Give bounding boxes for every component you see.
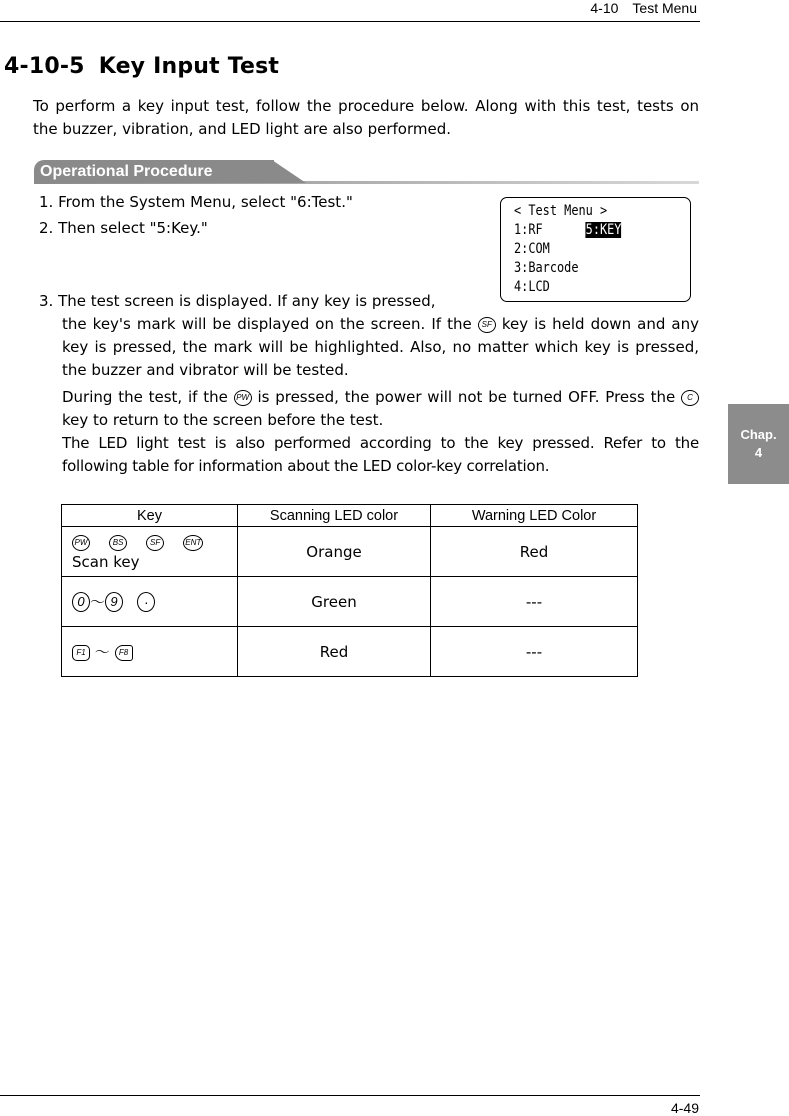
section-number: 4-10-5 [4, 54, 85, 79]
warn-led-cell: Red [431, 527, 638, 577]
lcd-item-barcode: 3:Barcode [514, 260, 579, 276]
intro-paragraph: To perform a key input test, follow the procedure below. Along with this test, tests on the buzzer, vibration, and LED light are also performed. [33, 97, 699, 138]
step-3-power-note [62, 386, 699, 432]
col-header-warning-led: Warning LED Color [431, 505, 638, 527]
scan-led-cell: Orange [238, 527, 431, 577]
procedure-banner [34, 160, 699, 186]
key-icons-row [72, 533, 237, 553]
header-rule [0, 21, 700, 22]
bs-key-icon: BS [109, 535, 127, 551]
chapter-tab [728, 404, 789, 484]
step-2: 2. Then select "5:Key." [39, 219, 208, 237]
header-section: 4-10 [590, 0, 619, 16]
digit-0-key-icon: 0 [72, 592, 90, 612]
header-title: Test Menu [632, 0, 697, 16]
step-3-text-a: the key's mark will be displayed on the screen. If the [62, 315, 472, 333]
lcd-item-key-highlighted: 5:KEY [585, 222, 622, 238]
chapter-tab-label: Chap. [740, 427, 777, 442]
lcd-screen [500, 197, 691, 302]
step-1: 1. From the System Menu, select "6:Test." [39, 193, 353, 211]
col-header-scanning-led: Scanning LED color [238, 505, 431, 527]
step-3-text-c: During the test, if the [62, 388, 228, 406]
chapter-tab-number: 4 [754, 445, 763, 460]
procedure-tab: Operational Procedure [34, 160, 274, 183]
section-title-text: Key Input Test [98, 54, 280, 79]
key-cell [62, 577, 238, 627]
page-number: 4-49 [670, 1100, 699, 1116]
col-header-key: Key [62, 505, 238, 527]
lcd-item-rf: 1:RF [514, 222, 586, 238]
step-3: 3. The test screen is displayed. If any key is pressed, [39, 292, 436, 310]
scan-led-cell: Red [238, 627, 431, 677]
procedure-tab-slant [272, 160, 306, 183]
digit-9-key-icon: 9 [105, 592, 123, 612]
c-key-icon: C [681, 390, 699, 406]
step-3-body [62, 313, 699, 382]
dot-key-icon: · [137, 592, 155, 612]
pw-key-icon: PW [234, 390, 252, 406]
key-cell [62, 527, 238, 577]
table-row [62, 627, 638, 677]
key-cell [62, 627, 238, 677]
step-3-text-d: is pressed, the power will not be turned OFF. Press the [257, 388, 676, 406]
scan-led-cell: Green [238, 577, 431, 627]
lcd-item-lcd: 4:LCD [514, 279, 550, 295]
ent-key-icon: ENT [183, 535, 203, 551]
section-title [4, 54, 279, 79]
range-tilde: ～ [94, 643, 110, 661]
lcd-line-title: < Test Menu > [514, 203, 608, 219]
page-header [576, 0, 697, 16]
led-color-table [61, 504, 638, 677]
table-header-row [62, 505, 638, 527]
f8-key-icon: F8 [115, 645, 133, 661]
warn-led-cell: --- [431, 577, 638, 627]
sf-key-icon: SF [478, 317, 496, 333]
step-3-led-note: The LED light test is also performed according to the key pressed. Refer to the following table for information about the LED color-key correlation. [62, 434, 699, 475]
table-row [62, 527, 638, 577]
table-row [62, 577, 638, 627]
warn-led-cell: --- [431, 627, 638, 677]
step-3-text-b: key is held down and any key is pressed, the mark will be highlighted. Also, no matter which key is pressed, the buzzer and vibrator will be tested. [62, 315, 699, 379]
range-tilde: ～ [90, 592, 106, 611]
sf-key-icon: SF [146, 535, 164, 551]
lcd-item-com: 2:COM [514, 241, 550, 257]
pw-key-icon: PW [72, 535, 90, 551]
f1-key-icon: F1 [72, 645, 90, 661]
step-3-text-e: key to return to the screen before the test. [62, 411, 384, 429]
scan-key-label: Scan key [72, 552, 140, 571]
lcd-line-2 [514, 221, 664, 240]
footer-rule [0, 1095, 700, 1096]
